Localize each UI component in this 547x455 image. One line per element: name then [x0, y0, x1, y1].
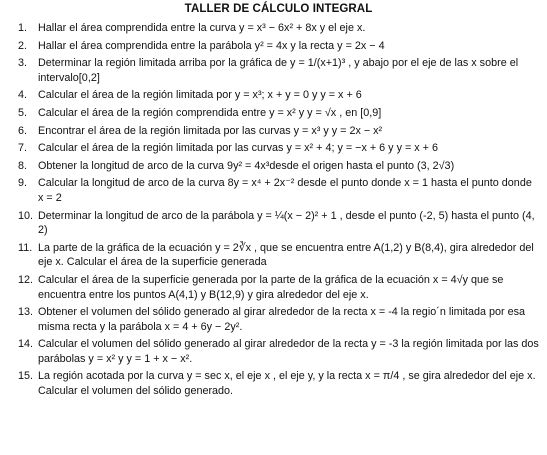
item-number: 8.	[18, 159, 28, 172]
item-number: 9.	[18, 177, 28, 190]
item-number: 1.	[18, 22, 28, 34]
item-text: Calcular el área de la región limitada por y = x³; x + y = 0 y y = x + 6	[38, 89, 362, 102]
item-number: 6.	[18, 124, 28, 137]
item-text: Obtener la longitud de arco de la curva 9y² = 4x³desde el origen hasta el punto (3, 2√3)	[38, 159, 455, 172]
exercise-item	[18, 337, 539, 366]
exercise-item	[18, 141, 539, 156]
exercise-item	[18, 39, 539, 54]
item-text: Determinar la región limitada arriba por la gráfica de y = 1/(x+1)³ , y abajo por el eje de las x sobre el intervalo[0,2]	[38, 57, 519, 84]
item-text: Calcular el volumen del sólido generado al girar alrededor de la recta y = -3 la región limitada por las dos parábolas y = x² y y = 1 + x − x².	[38, 338, 539, 365]
item-number: 3.	[18, 57, 28, 70]
exercise-item	[18, 209, 539, 238]
document-title: TALLER DE CÁLCULO INTEGRAL	[184, 3, 373, 15]
item-number: 15.	[18, 370, 34, 383]
item-number: 13.	[18, 306, 34, 319]
item-number: 4.	[18, 89, 28, 102]
item-number: 11.	[18, 241, 33, 254]
item-text: Hallar el área comprendida entre la parábola y² = 4x y la recta y = 2x − 4	[38, 39, 385, 52]
exercise-item	[18, 88, 539, 103]
exercise-item	[18, 159, 539, 174]
exercise-item	[18, 106, 539, 121]
item-text: Encontrar el área de la región limitada por las curvas y = x³ y y = 2x − x²	[38, 124, 383, 137]
item-number: 14.	[18, 338, 34, 351]
exercise-item	[18, 56, 539, 85]
item-text: Determinar la longitud de arco de la parábola y = ¼(x − 2)² + 1 , desde el punto (-2, 5) hasta el punto (4, 2)	[38, 209, 535, 237]
exercise-list	[18, 21, 539, 399]
item-text: Calcular el área de la región comprendida entre y = x² y y = √x , en [0,9]	[38, 106, 382, 119]
item-text: La parte de la gráfica de la ecuación y = 2∛x , que se encuentra entre A(1,2) y B(8,4), gira alrededor del eje x. Calcular el área de la superficie generada	[38, 241, 534, 269]
exercise-item	[18, 369, 539, 398]
item-number: 10.	[18, 209, 34, 222]
item-text: Calcular la longitud de arco de la curva 8y = x⁴ + 2x⁻² desde el punto donde x = 1 hasta el punto donde x = 2	[38, 177, 532, 204]
item-text: Hallar el área comprendida entre la curva y = x³ − 6x² + 8x y el eje x.	[38, 22, 366, 34]
item-number: 12.	[18, 273, 34, 286]
exercise-item	[18, 241, 539, 270]
exercise-item	[18, 305, 539, 334]
item-text: La región acotada por la curva y = sec x, el eje x , el eje y, y la recta x = π/4 , se gira alrededor del eje x. Calcular el volumen del sólido generado.	[38, 370, 536, 398]
exercise-item	[18, 176, 539, 205]
item-number: 5.	[18, 106, 28, 119]
item-text: Calcular el área de la superficie generada por la parte de la gráfica de la ecuación x = 4√y que se encuentra entre los puntos A(4,1) y B(12,9) y gira alrededor del eje x.	[38, 273, 504, 301]
item-text: Calcular el área de la región limitada por las curvas y = x² + 4; y = −x + 6 y y = x + 6	[38, 142, 438, 155]
exercise-item	[18, 124, 539, 139]
item-text: Obtener el volumen del sólido generado al girar alrededor de la recta x = -4 la regio´n limitada por esa misma recta y la parábola x = 4 + 6y − 2y².	[38, 306, 526, 333]
item-number: 7.	[18, 142, 28, 155]
exercise-item	[18, 273, 539, 302]
exercise-item	[18, 21, 539, 36]
item-number: 2.	[18, 39, 28, 52]
